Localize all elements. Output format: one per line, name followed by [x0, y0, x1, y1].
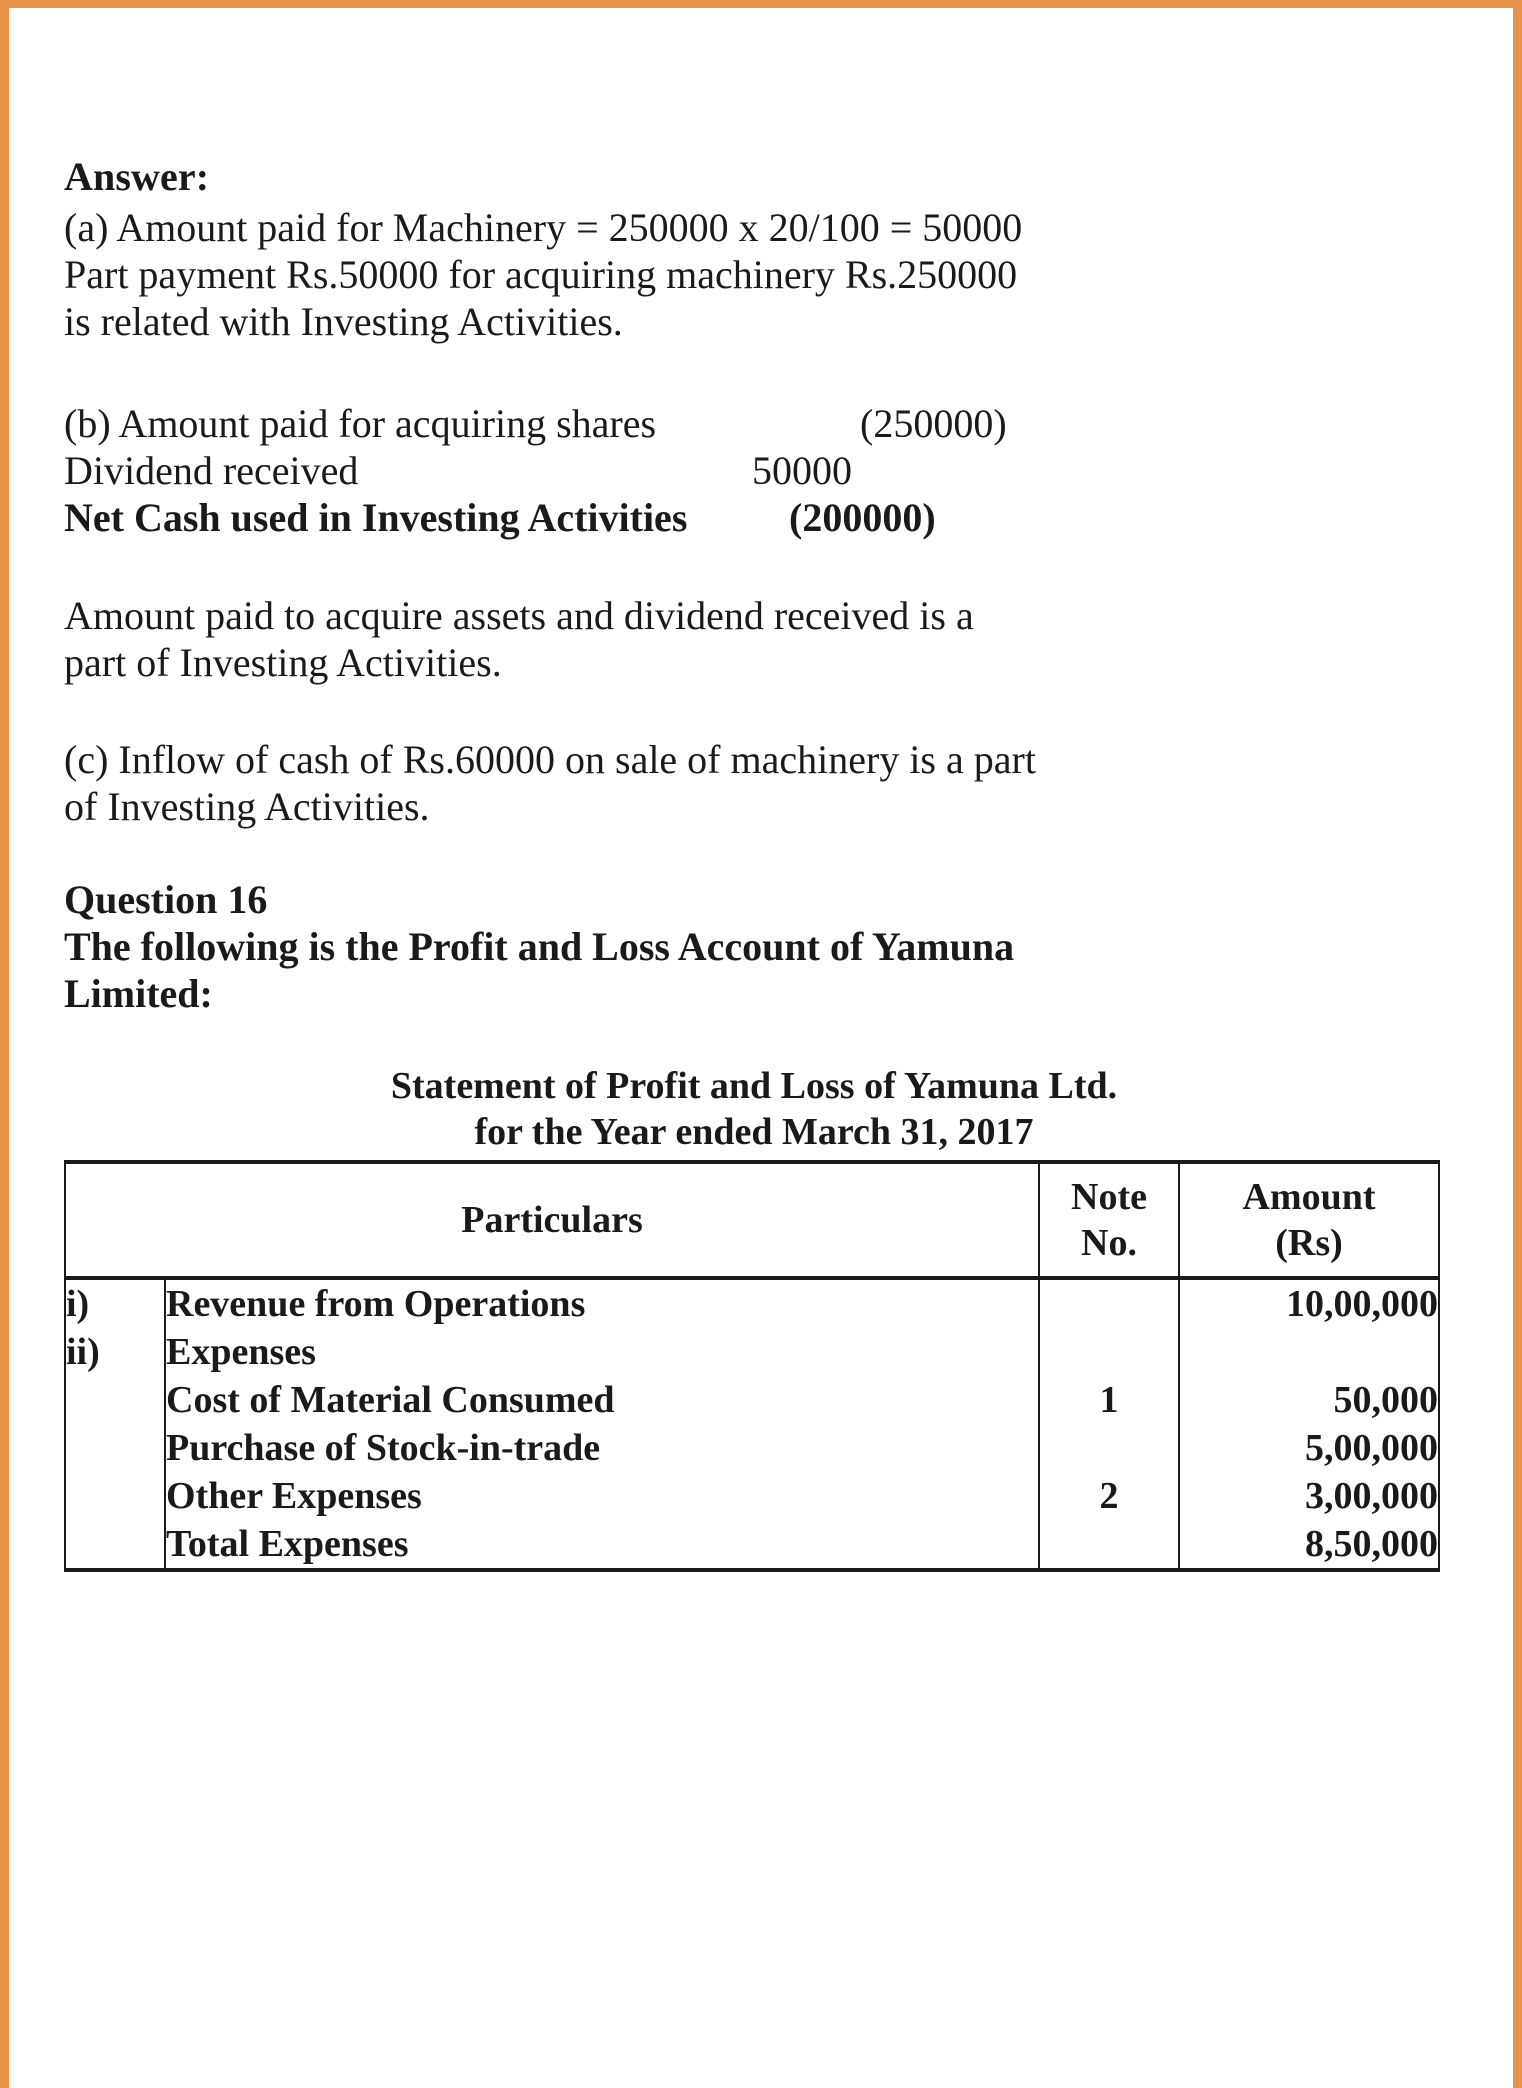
row-particulars: Total Expenses: [165, 1520, 1039, 1570]
table-body: [65, 1278, 1439, 1570]
section-c-line-1: (c) Inflow of cash of Rs.60000 on sale of machinery is a part: [64, 737, 1036, 782]
row-amount: 5,00,000: [1179, 1424, 1439, 1472]
question-text-line-1: The following is the Profit and Loss Account of Yamuna: [64, 924, 1015, 969]
row-index: [65, 1424, 165, 1472]
note-paragraph-line-2: part of Investing Activities.: [64, 640, 502, 685]
answer-heading: Answer:: [64, 154, 210, 199]
row-particulars: Revenue from Operations: [165, 1278, 1039, 1328]
row-index: [65, 1520, 165, 1570]
section-c-line-2: of Investing Activities.: [64, 784, 430, 829]
table-row: [65, 1376, 1439, 1424]
column-header-amount-line-2: (Rs): [1275, 1222, 1343, 1264]
section-b-net-cash-label: Net Cash used in Investing Activities: [64, 495, 688, 540]
table-title: [64, 1063, 1444, 1155]
section-b-block: [64, 400, 1444, 541]
table-row: [65, 1278, 1439, 1328]
row-particulars: Purchase of Stock-in-trade: [165, 1424, 1039, 1472]
row-particulars: Other Expenses: [165, 1472, 1039, 1520]
row-index: [65, 1472, 165, 1520]
row-amount: 10,00,000: [1179, 1278, 1439, 1328]
row-particulars: Expenses: [165, 1328, 1039, 1376]
row-index: i): [65, 1278, 165, 1328]
section-b-row-shares: [64, 400, 1444, 447]
table-row: [65, 1328, 1439, 1376]
question-number: Question 16: [64, 877, 268, 922]
row-particulars: Cost of Material Consumed: [165, 1376, 1039, 1424]
row-note: [1039, 1520, 1179, 1570]
section-c-paragraph: [64, 736, 1444, 830]
table-row: [65, 1472, 1439, 1520]
document-sheet: [57, 8, 1453, 2088]
row-amount: [1179, 1328, 1439, 1376]
section-b-net-cash-value: (200000): [789, 495, 936, 540]
row-note: [1039, 1328, 1179, 1376]
question-text-line-2: Limited:: [64, 971, 213, 1016]
question-block: [64, 876, 1444, 1017]
profit-and-loss-table: [64, 1160, 1440, 1572]
column-header-particulars: Particulars: [65, 1162, 1039, 1278]
table-header-row: [65, 1162, 1439, 1278]
table-title-line-1: Statement of Profit and Loss of Yamuna Ltd.: [390, 1065, 1118, 1107]
table-title-line-2: for the Year ended March 31, 2017: [474, 1111, 1034, 1153]
row-index: [65, 1376, 165, 1424]
section-a-line-3: is related with Investing Activities.: [64, 299, 623, 344]
column-header-amount-line-1: Amount: [1242, 1176, 1376, 1218]
note-paragraph-line-1: Amount paid to acquire assets and dividend received is a: [64, 593, 974, 638]
section-a-paragraph: [64, 204, 1444, 345]
row-index: ii): [65, 1328, 165, 1376]
column-header-note-no: [1039, 1162, 1179, 1278]
column-header-amount: [1179, 1162, 1439, 1278]
section-b-shares-label: (b) Amount paid for acquiring shares: [64, 401, 657, 446]
row-amount: 50,000: [1179, 1376, 1439, 1424]
row-note: [1039, 1424, 1179, 1472]
section-b-row-net-cash: [64, 494, 1444, 541]
section-a-line-1: (a) Amount paid for Machinery = 250000 x 20/100 = 50000: [64, 205, 1023, 250]
row-note: [1039, 1278, 1179, 1328]
row-note: 2: [1039, 1472, 1179, 1520]
section-b-dividend-value: 50000: [752, 448, 852, 493]
table-header: [65, 1162, 1439, 1278]
row-note: 1: [1039, 1376, 1179, 1424]
table-row: [65, 1520, 1439, 1570]
row-amount: 8,50,000: [1179, 1520, 1439, 1570]
section-b-shares-value: (250000): [860, 401, 1007, 446]
section-b-dividend-label: Dividend received: [64, 448, 359, 493]
note-paragraph: [64, 592, 1444, 686]
table-row: [65, 1424, 1439, 1472]
column-header-note-line-2: No.: [1081, 1222, 1137, 1264]
section-a-line-2: Part payment Rs.50000 for acquiring machinery Rs.250000: [64, 252, 1018, 297]
column-header-note-line-1: Note: [1071, 1176, 1147, 1218]
row-amount: 3,00,000: [1179, 1472, 1439, 1520]
section-b-row-dividend: [64, 447, 1444, 494]
